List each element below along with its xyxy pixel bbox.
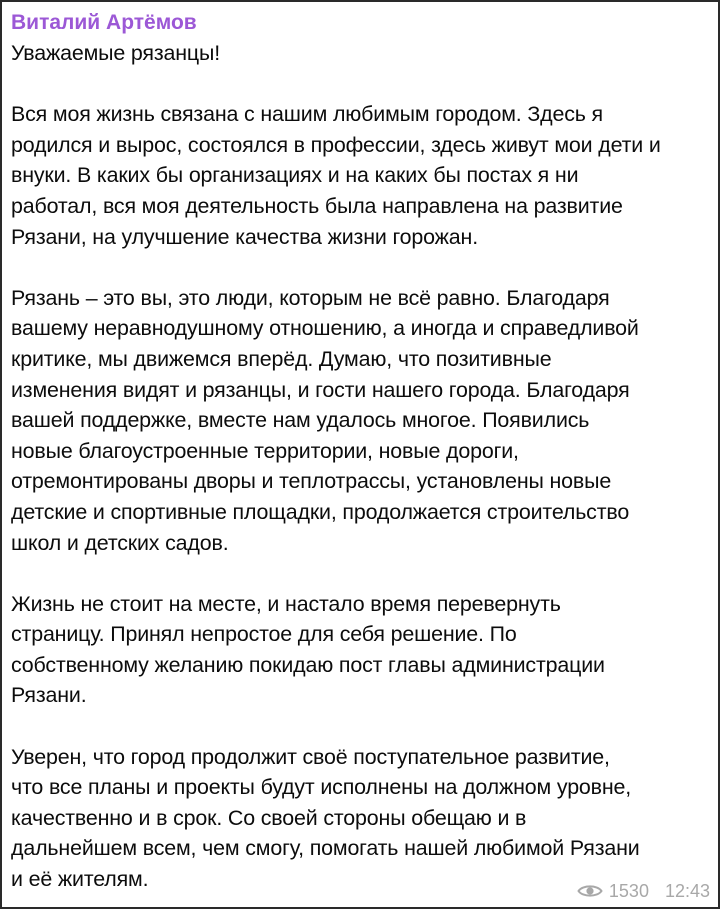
- text-line: и её жителям.: [11, 867, 149, 892]
- text-line: дальнейшем всем, чем смогу, помогать нашей любимой Рязани: [11, 836, 640, 861]
- text-line: детские и спортивные площадки, продолжается строительство: [11, 499, 630, 524]
- text-line: новые благоустроенные территории, новые дороги,: [11, 438, 519, 463]
- text-line: Уверен, что город продолжит своё поступательное развитие,: [11, 744, 610, 769]
- text-line: собственному желанию покидаю пост главы администрации: [11, 652, 605, 677]
- paragraph-break: [11, 711, 711, 742]
- text-line: Рязани, на улучшение качества жизни горожан.: [11, 224, 479, 249]
- text-line: Жизнь не стоит на месте, и настало время перевернуть: [11, 591, 561, 616]
- text-line: Рязани.: [11, 683, 87, 708]
- text-line: вашему неравнодушному отношению, а иногда и справедливой: [11, 316, 639, 341]
- text-line: критике, мы движемся вперёд. Думаю, что позитивные: [11, 346, 552, 371]
- text-line: школ и детских садов.: [11, 530, 229, 555]
- paragraph-break: [11, 69, 711, 100]
- post-meta: [577, 879, 710, 903]
- text-line: родился и вырос, состоялся в профессии, здесь живут мои дети и: [11, 132, 661, 157]
- text-line: Рязань – это вы, это люди, которым не всё равно. Благодаря: [11, 285, 610, 310]
- post-text: [11, 38, 711, 895]
- text-line: Уважаемые рязанцы!: [11, 41, 221, 65]
- text-line: работал, вся моя деятельность была направлена на развитие: [11, 193, 623, 218]
- paragraph-break: [11, 252, 711, 283]
- text-line: страницу. Принял непростое для себя решение. По: [11, 622, 517, 647]
- text-line: качественно и в срок. Со своей стороны обещаю и в: [11, 805, 527, 830]
- eye-icon: [577, 883, 603, 899]
- post-time: 12:43: [664, 880, 710, 901]
- text-line: вашей поддержке, вместе нам удалось многое. Появились: [11, 408, 590, 433]
- text-line: внуки. В каких бы организациях и на каких бы постах я ни: [11, 163, 579, 188]
- sender-name[interactable]: Виталий Артёмов: [11, 11, 197, 34]
- text-line: изменения видят и рязанцы, и гости нашего города. Благодаря: [11, 377, 630, 402]
- text-line: отремонтированы дворы и теплотрассы, установлены новые: [11, 469, 612, 494]
- paragraph-break: [11, 558, 711, 589]
- text-line: Вся моя жизнь связана с нашим любимым городом. Здесь я: [11, 102, 603, 127]
- view-count: 1530: [608, 880, 649, 901]
- text-line: что все планы и проекты будут исполнены на должном уровне,: [11, 775, 632, 800]
